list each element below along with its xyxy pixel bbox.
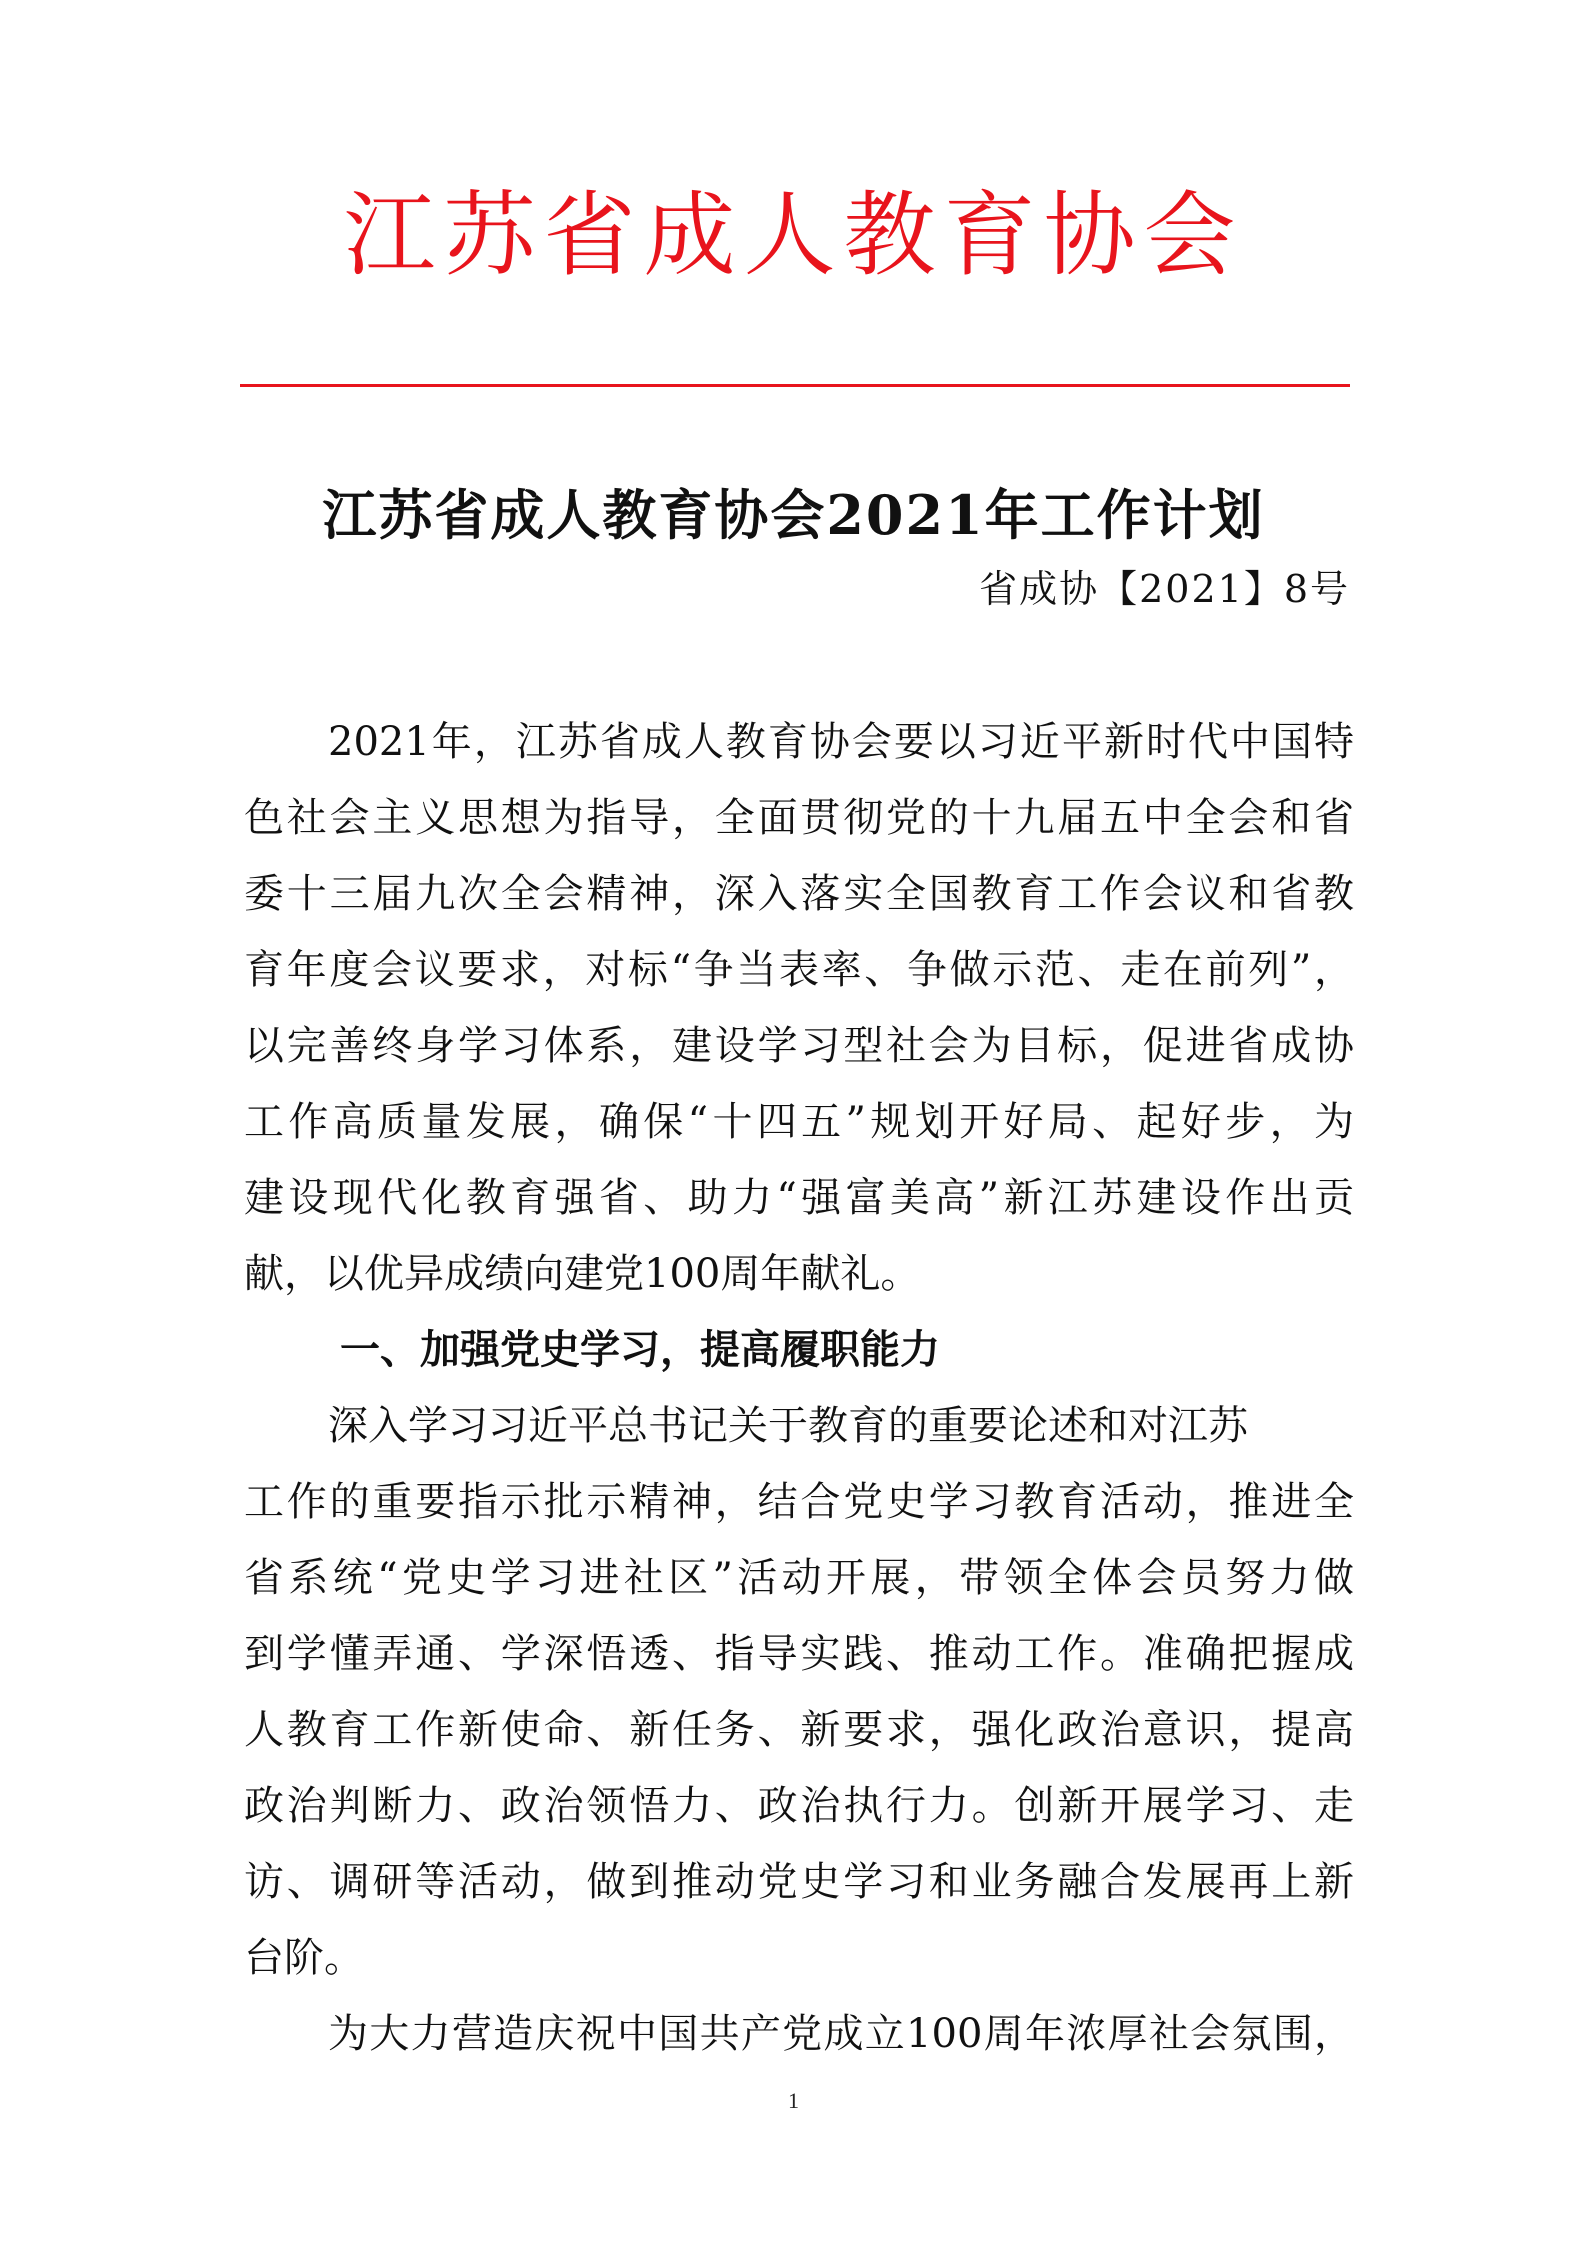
document-number: 省成协【2021】8号 [979,567,1350,611]
section-heading: 一、加强党史学习，提高履职能力 [340,1327,940,1373]
paragraph-line: 深入学习习近平总书记关于教育的重要论述和对江苏 [328,1403,1248,1449]
paragraph-line: 政治判断力、政治领悟力、政治执行力。创新开展学习、走 [244,1783,1354,1829]
paragraph-line: 色社会主义思想为指导，全面贯彻党的十九届五中全会和省 [244,795,1354,841]
paragraph-line: 到学懂弄通、学深悟透、指导实践、推动工作。准确把握成 [244,1631,1354,1677]
body-text [244,704,1354,2072]
paragraph-line: 访、调研等活动，做到推动党史学习和业务融合发展再上新 [244,1859,1354,1905]
paragraph-line: 人教育工作新使命、新任务、新要求，强化政治意识，提高 [244,1707,1354,1753]
paragraph-line: 育年度会议要求，对标“争当表率、争做示范、走在前列”， [244,947,1354,993]
paragraph-line: 为大力营造庆祝中国共产党成立100周年浓厚社会氛围， [328,2011,1354,2057]
header-divider [240,384,1350,387]
paragraph-line: 委十三届九次全会精神，深入落实全国教育工作会议和省教 [244,871,1354,917]
paragraph-line: 台阶。 [244,1935,364,1981]
paragraph-line: 工作的重要指示批示精神，结合党史学习教育活动，推进全 [244,1479,1354,1525]
paragraph-line: 工作高质量发展，确保“十四五”规划开好局、起好步，为 [244,1099,1354,1145]
paragraph-line: 省系统“党史学习进社区”活动开展，带领全体会员努力做 [244,1555,1354,1601]
page-number: 1 [788,2088,799,2113]
paragraph-line: 献，以优异成绩向建党100周年献礼。 [244,1251,921,1297]
organization-header: 江苏省成人教育协会 [343,182,1244,289]
paragraph-line: 2021年，江苏省成人教育协会要以习近平新时代中国特 [328,719,1354,765]
document-title: 江苏省成人教育协会2021年工作计划 [322,483,1265,547]
paragraph-line: 以完善终身学习体系，建设学习型社会为目标，促进省成协 [244,1023,1354,1069]
paragraph-line: 建设现代化教育强省、助力“强富美高”新江苏建设作出贡 [244,1175,1354,1221]
